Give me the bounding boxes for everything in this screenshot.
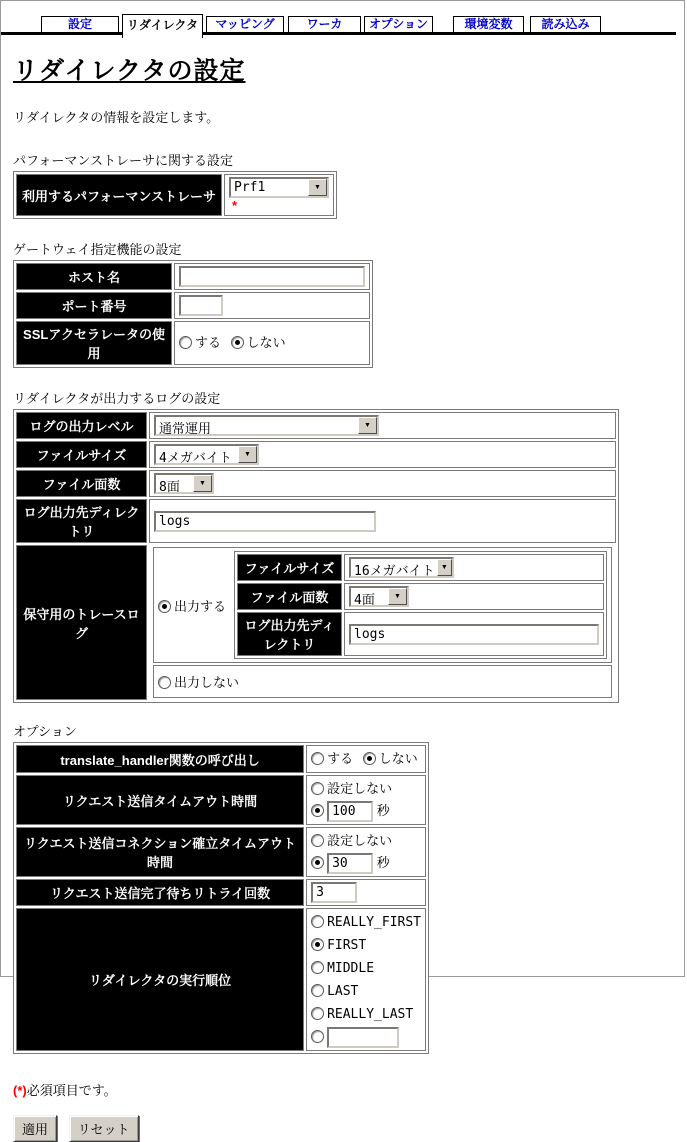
log-dir-label: ログ出力先ディレクトリ	[16, 499, 147, 543]
conn-timeout-none-radio[interactable]	[311, 834, 324, 847]
trace-on-box	[153, 547, 612, 663]
order-custom-input[interactable]	[327, 1027, 399, 1048]
log-count-cell	[149, 470, 616, 497]
options-section-heading: オプション	[13, 724, 77, 739]
send-timeout-none-label: 設定しない	[327, 781, 393, 796]
table-row	[16, 412, 616, 439]
trace-size-value: 16メガバイト	[354, 564, 435, 579]
table-row	[16, 292, 370, 319]
log-size-cell	[149, 441, 616, 468]
order-last-radio[interactable]	[311, 984, 324, 997]
ssl-yes-label: する	[195, 335, 222, 350]
table-row	[16, 775, 426, 825]
chevron-down-icon[interactable]: ▼	[437, 559, 452, 576]
ssl-value-cell	[174, 321, 370, 365]
send-timeout-cell	[306, 775, 426, 825]
log-dir-input[interactable]	[154, 511, 376, 532]
tab-mapping[interactable]: マッピング	[206, 16, 284, 32]
conn-timeout-none-label: 設定しない	[327, 833, 393, 848]
tracer-row-label: 利用するパフォーマンストレーサ	[16, 174, 222, 216]
tab-worker[interactable]: ワーカ	[288, 16, 361, 32]
chevron-down-icon[interactable]: ▼	[388, 588, 407, 605]
translate-handler-cell	[306, 745, 426, 773]
table-row	[16, 263, 370, 290]
trace-size-label: ファイルサイズ	[237, 554, 342, 581]
trace-dir-label: ログ出力先ディレクトリ	[237, 612, 342, 656]
exec-order-cell	[306, 908, 426, 1051]
port-label: ポート番号	[16, 292, 172, 319]
exec-order-label: リダイレクタの実行順位	[16, 908, 304, 1051]
retry-count-cell	[306, 879, 426, 906]
tab-redirector[interactable]: リダイレクタ	[122, 14, 203, 38]
trace-output-radio[interactable]	[158, 600, 171, 613]
table-row	[16, 174, 334, 216]
trace-size-select[interactable]	[349, 557, 454, 578]
table-row	[16, 470, 616, 497]
required-asterisk: *	[232, 198, 238, 213]
host-label: ホスト名	[16, 263, 172, 290]
host-value-cell	[174, 263, 370, 290]
log-size-label: ファイルサイズ	[16, 441, 147, 468]
trace-dir-input[interactable]	[349, 624, 599, 645]
log-level-value: 通常運用	[159, 422, 212, 437]
log-level-cell	[149, 412, 616, 439]
order-really-first-radio[interactable]	[311, 915, 324, 928]
gateway-table	[13, 260, 373, 368]
trace-log-cell	[149, 545, 616, 700]
order-first-radio[interactable]	[311, 938, 324, 951]
trace-count-label: ファイル面数	[237, 583, 342, 610]
log-size-value: 4メガバイト	[159, 451, 232, 466]
tab-bar	[1, 1, 684, 38]
table-row	[237, 612, 604, 656]
port-value-cell	[174, 292, 370, 319]
translate-no-label: しない	[378, 751, 418, 766]
log-level-label: ログの出力レベル	[16, 412, 147, 439]
table-row	[237, 583, 604, 610]
tracer-table	[13, 171, 337, 219]
log-dir-cell	[149, 499, 616, 543]
tracer-select-value: Prf1	[234, 180, 266, 195]
table-row	[16, 321, 370, 365]
chevron-down-icon[interactable]: ▼	[308, 179, 327, 196]
conn-timeout-unit: 秒	[376, 855, 390, 870]
trace-no-output-radio[interactable]	[158, 676, 171, 689]
log-size-select[interactable]	[154, 444, 259, 465]
send-timeout-input[interactable]	[327, 801, 373, 822]
log-level-select[interactable]	[154, 415, 379, 436]
page-description: リダイレクタの情報を設定します。	[13, 110, 220, 125]
ssl-no-radio[interactable]	[231, 336, 244, 349]
tab-settings[interactable]: 設定	[41, 16, 119, 32]
table-row	[16, 745, 426, 773]
table-row	[16, 879, 426, 906]
translate-handler-label: translate_handler関数の呼び出し	[16, 745, 304, 773]
translate-no-radio[interactable]	[363, 752, 376, 765]
order-really-last-radio[interactable]	[311, 1007, 324, 1020]
log-count-label: ファイル面数	[16, 470, 147, 497]
order-middle-radio[interactable]	[311, 961, 324, 974]
chevron-down-icon[interactable]: ▼	[358, 417, 377, 434]
order-really-first-label: REALLY_FIRST	[327, 915, 421, 930]
table-row	[16, 908, 426, 1051]
required-note	[13, 1080, 684, 1099]
table-row	[16, 827, 426, 877]
trace-size-cell	[344, 554, 604, 581]
port-input[interactable]	[179, 295, 223, 316]
host-input[interactable]	[179, 266, 365, 287]
ssl-yes-radio[interactable]	[179, 336, 192, 349]
send-timeout-label: リクエスト送信タイムアウト時間	[16, 775, 304, 825]
trace-off-box	[153, 665, 612, 698]
send-timeout-value-radio[interactable]	[311, 804, 324, 817]
order-really-last-label: REALLY_LAST	[327, 1007, 414, 1022]
gateway-section-heading: ゲートウェイ指定機能の設定	[13, 242, 182, 257]
tab-load[interactable]: 読み込み	[530, 16, 601, 32]
order-first-label: FIRST	[327, 938, 367, 953]
chevron-down-icon[interactable]: ▼	[193, 475, 212, 492]
trace-dir-cell	[344, 612, 604, 656]
table-row	[16, 441, 616, 468]
table-row	[16, 545, 616, 700]
conn-timeout-input[interactable]	[327, 853, 373, 874]
retry-count-input[interactable]	[311, 882, 357, 903]
reset-button[interactable]: リセット	[69, 1115, 139, 1142]
send-timeout-none-radio[interactable]	[311, 782, 324, 795]
tracer-select[interactable]	[229, 177, 329, 198]
send-timeout-unit: 秒	[376, 803, 390, 818]
trace-count-value: 4面	[354, 593, 375, 608]
page-title: リダイレクタの設定	[13, 57, 246, 85]
translate-yes-label: する	[327, 751, 354, 766]
translate-yes-radio[interactable]	[311, 752, 324, 765]
order-custom-radio[interactable]	[311, 1030, 324, 1043]
trace-output-label: 出力する	[174, 598, 227, 614]
order-middle-label: MIDDLE	[327, 961, 375, 976]
apply-button[interactable]: 適用	[13, 1115, 57, 1142]
tab-options[interactable]: オプション	[364, 16, 433, 32]
log-table	[13, 409, 619, 703]
conn-timeout-cell	[306, 827, 426, 877]
tracer-section-heading: パフォーマンストレーサに関する設定	[13, 153, 233, 168]
trace-no-output-label: 出力しない	[174, 675, 240, 690]
retry-count-label: リクエスト送信完了待ちリトライ回数	[16, 879, 304, 906]
trace-nested-table	[234, 551, 607, 659]
ssl-no-label: しない	[246, 335, 286, 350]
required-note-text: 必須項目です。	[26, 1083, 117, 1098]
conn-timeout-value-radio[interactable]	[311, 856, 324, 869]
trace-log-label: 保守用のトレースログ	[16, 545, 147, 700]
tab-env-vars[interactable]: 環境変数	[453, 16, 524, 32]
log-count-value: 8面	[159, 480, 180, 495]
tracer-row-value	[224, 174, 334, 216]
conn-timeout-label: リクエスト送信コネクション確立タイムアウト時間	[16, 827, 304, 877]
options-table	[13, 742, 429, 1054]
table-row	[237, 554, 604, 581]
log-count-select[interactable]	[154, 473, 214, 494]
ssl-accelerator-label: SSLアクセラレータの使用	[16, 321, 172, 365]
tab-underline	[1, 32, 676, 35]
order-last-label: LAST	[327, 984, 359, 999]
chevron-down-icon[interactable]: ▼	[238, 446, 257, 463]
log-section-heading: リダイレクタが出力するログの設定	[13, 391, 221, 406]
trace-count-select[interactable]	[349, 586, 409, 607]
trace-count-cell	[344, 583, 604, 610]
table-row	[16, 499, 616, 543]
required-note-mark: (*)	[13, 1083, 27, 1098]
